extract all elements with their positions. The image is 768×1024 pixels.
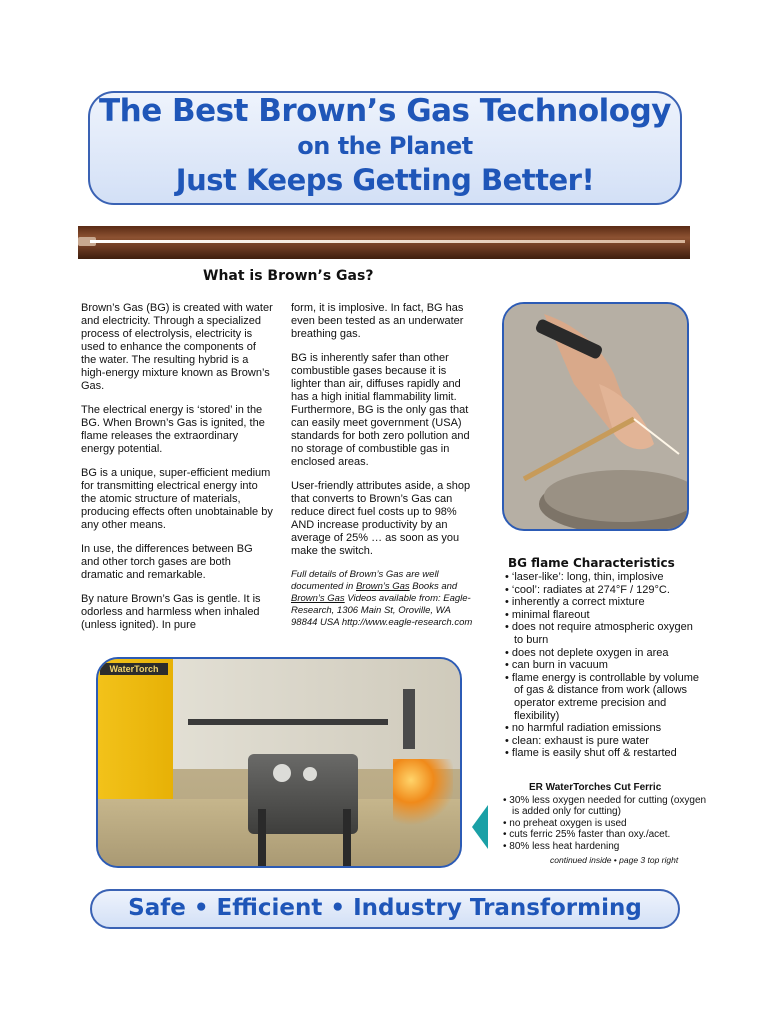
torch-head xyxy=(403,689,415,749)
paragraph: BG is a unique, super-efficient medium for transmitting electrical energy into the atomic structure of materials, producing effects often unobtainable by any other means. xyxy=(81,467,273,531)
list-item: • does not require atmospheric oxygen to burn xyxy=(505,621,693,646)
list-item: • ‘cool’: radiates at 274°F / 129°C. xyxy=(505,583,670,596)
headline-line-1: The Best Brown’s Gas Technology xyxy=(99,93,671,129)
torch-flame-strip-image xyxy=(78,226,690,259)
flame-beam xyxy=(90,240,685,243)
watertorch-machine-photo xyxy=(96,657,462,868)
torch-arm xyxy=(188,719,388,725)
characteristics-title: BG flame Characteristics xyxy=(508,556,675,570)
list-item: • 30% less oxygen needed for cutting (oxygen is added only for cutting) xyxy=(503,795,707,818)
paragraph: BG is inherently safer than other combustible gases because it is lighter than air, diffuses rapidly and has a high initial flammability limit. Furthermore, BG is the only gas that can easily meet government (USA) standards for both zero pollution and no storage of combustible gas in enclosed areas. xyxy=(291,352,470,468)
list-item: • clean: exhaust is pure water xyxy=(505,734,649,747)
cutting-sparks xyxy=(393,759,453,829)
books-link[interactable]: Brown’s Gas xyxy=(355,581,410,592)
videos-link[interactable]: Brown’s Gas xyxy=(291,593,345,604)
footer-banner xyxy=(90,889,680,929)
dial-knob xyxy=(273,764,291,782)
hand-torch-photo xyxy=(502,302,689,531)
cut-ferric-title: ER WaterTorches Cut Ferric xyxy=(529,782,662,793)
list-item: • can burn in vacuum xyxy=(505,659,608,672)
footer-tagline: Safe • Efficient • Industry Transforming xyxy=(128,895,642,921)
paragraph: form, it is implosive. In fact, BG has even been tested as an underwater breathing gas. xyxy=(291,302,464,340)
characteristics-list xyxy=(505,571,700,760)
details-note-text: Videos available from: Eagle-Research, 1306 Main St, Oroville, WA 98844 USA http://www.eagle-research.com xyxy=(291,593,473,628)
continued-note: continued inside • page 3 top right xyxy=(550,855,679,865)
dial-knob xyxy=(303,767,317,781)
list-item: • flame is easily shut off & restarted xyxy=(505,747,677,760)
paragraph: The electrical energy is ‘stored’ in the BG. When Brown’s Gas is ignited, the flame releases the extraordinary energy potential. xyxy=(81,404,265,455)
hand-torch-illustration xyxy=(504,304,689,531)
details-note-text: Books and xyxy=(409,581,458,592)
header-banner xyxy=(88,91,682,205)
watertorch-box xyxy=(98,659,173,799)
wall-background xyxy=(173,659,462,769)
headline-line-3: Just Keeps Getting Better! xyxy=(175,163,595,197)
details-note xyxy=(291,569,479,629)
list-item: • cuts ferric 25% faster than oxy./acet. xyxy=(503,829,671,841)
list-item: • minimal flareout xyxy=(505,608,590,621)
paragraph: Brown’s Gas (BG) is created with water and electricity. Through a specialized process of electrolysis, electricity is used to enhance the components of the water. The resulting hybrid is a high-energy mixture known as Brown’s Gas. xyxy=(81,302,273,392)
pointer-arrow-icon xyxy=(472,805,488,849)
rail xyxy=(343,809,351,868)
list-item: • does not deplete oxygen in area xyxy=(505,646,669,659)
list-item: • no preheat oxygen is used xyxy=(503,817,627,829)
headline-line-2: on the Planet xyxy=(297,132,473,160)
list-item: • ‘laser-like’: long, thin, implosive xyxy=(505,571,664,583)
list-item: • flame energy is controllable by volume of gas & distance from work (allows operator extreme precision and flexibility) xyxy=(505,671,699,722)
paragraph: User-friendly attributes aside, a shop that converts to Brown’s Gas can reduce direct fuel costs up to 98% AND increase productivity by an average of 25% … as soon as you make the switch. xyxy=(291,480,471,557)
cut-ferric-list xyxy=(503,795,708,852)
text-column-middle xyxy=(291,302,479,640)
paragraph: In use, the differences between BG and other torch gases are both dramatic and remarkable. xyxy=(81,543,253,581)
details-note-text: Full details of Brown’s Gas are well documented in xyxy=(291,569,439,592)
paragraph: By nature Brown’s Gas is gentle. It is odorless and harmless when inhaled (unless ignited). In pure xyxy=(81,593,261,631)
list-item: • 80% less heat hardening xyxy=(503,840,620,852)
watertorch-brand-label: WaterTorch xyxy=(100,663,168,675)
list-item: • no harmful radiation emissions xyxy=(505,722,662,735)
text-column-left xyxy=(81,302,273,643)
list-item: • inherently a correct mixture xyxy=(505,596,645,609)
section-title: What is Brown’s Gas? xyxy=(203,268,374,284)
rail xyxy=(258,809,266,868)
